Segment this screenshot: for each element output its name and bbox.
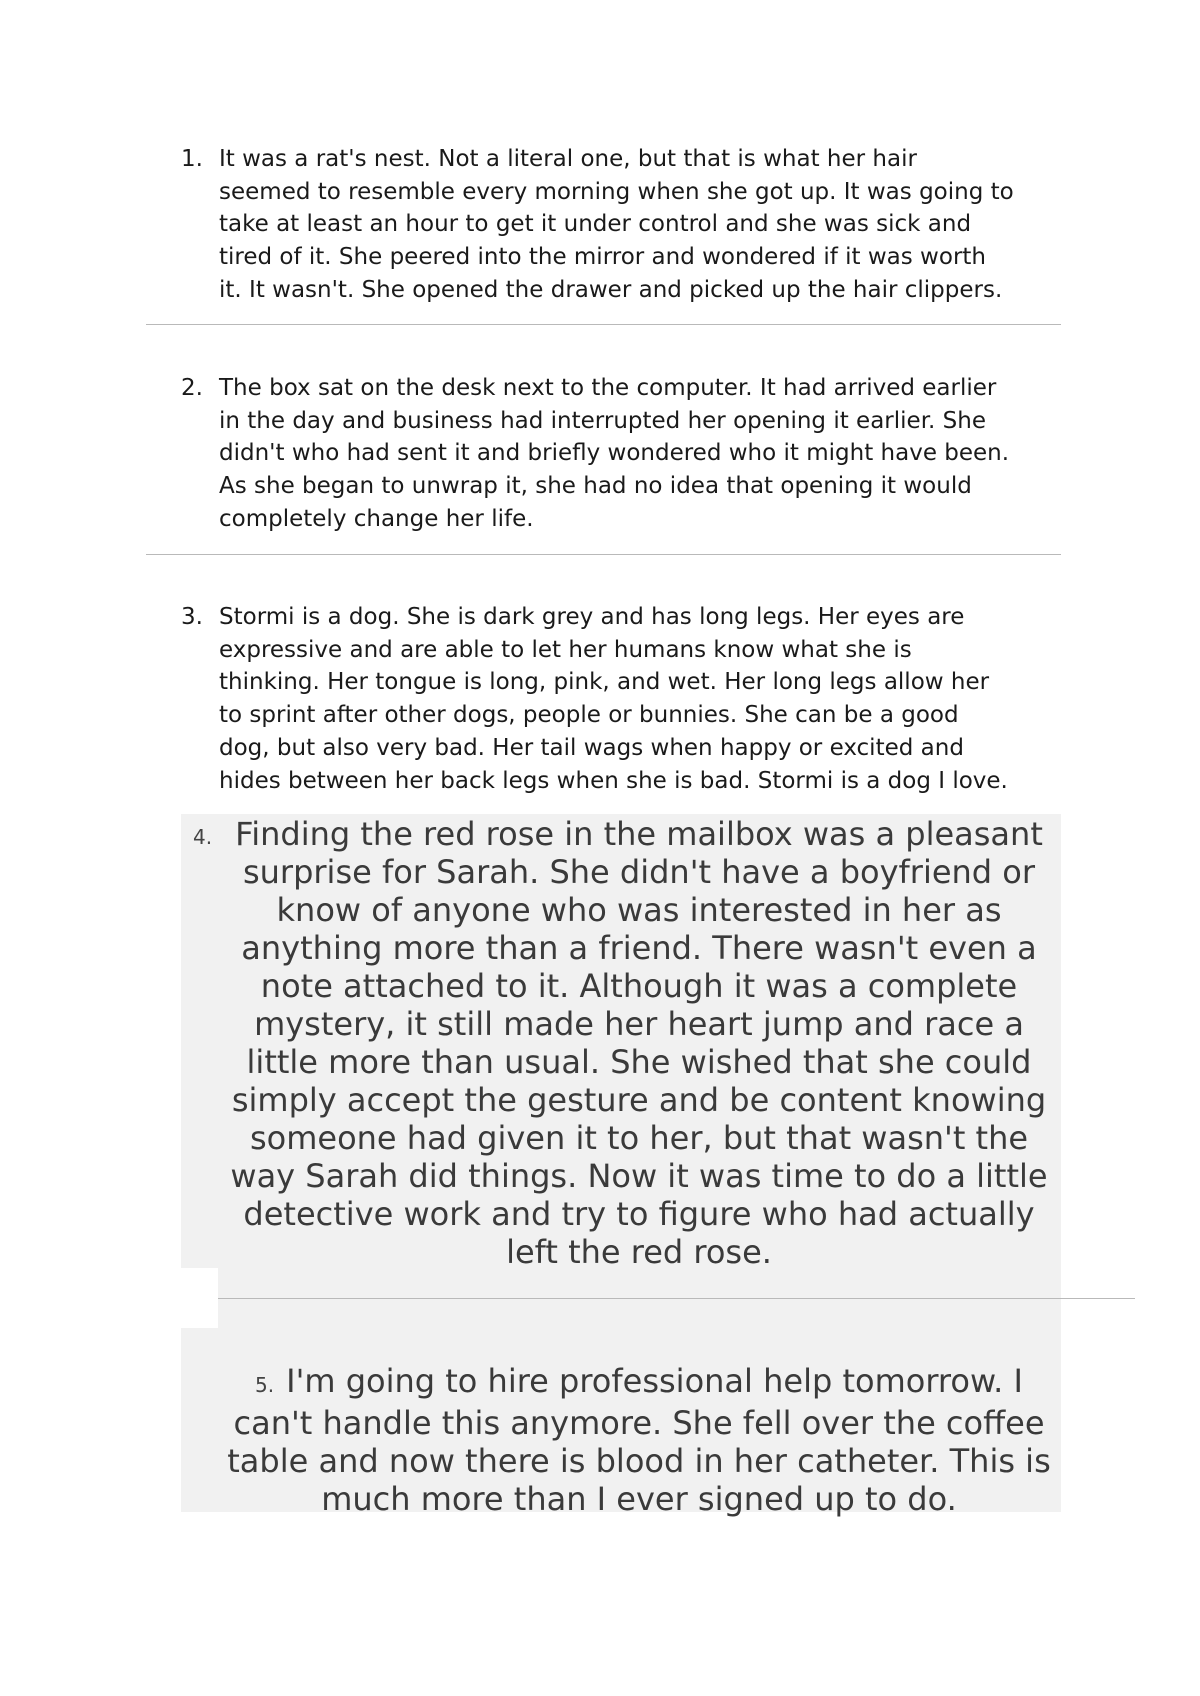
paragraph-line: left the red rose.	[506, 1233, 772, 1271]
paragraph-line: dog, but also very bad. Her tail wags when happy or excited and	[219, 734, 964, 761]
paragraph-1	[219, 143, 1014, 307]
paragraph-line: As she began to unwrap it, she had no idea that opening it would	[219, 473, 972, 500]
paragraph-line: in the day and business had interrupted her opening it earlier. She	[219, 407, 986, 434]
paragraph-line: to sprint after other dogs, people or bunnies. She can be a good	[219, 702, 959, 729]
paragraph-line	[214, 1362, 1064, 1404]
paragraph-line: completely change her life.	[219, 505, 534, 532]
list-number-2: 2.	[181, 375, 203, 401]
paragraph-line: didn't who had sent it and briefly wondered who it might have been.	[219, 440, 1010, 467]
paragraph-line: mystery, it still made her heart jump and race a	[254, 1005, 1024, 1043]
paragraph-line: it. It wasn't. She opened the drawer and picked up the hair clippers.	[219, 276, 1003, 303]
paragraph-line: The box sat on the desk next to the computer. It had arrived earlier	[219, 375, 997, 401]
list-number-3: 3.	[181, 604, 203, 630]
paragraph-line: someone had given it to her, but that wasn't the	[249, 1119, 1029, 1157]
list-number-5: 5.	[255, 1373, 275, 1397]
list-number-1: 1.	[181, 146, 203, 172]
paragraph-2	[219, 372, 1009, 536]
paragraph-line: know of anyone who was interested in her as	[276, 891, 1002, 929]
paragraph-line: way Sarah did things. Now it was time to do a little	[230, 1157, 1048, 1195]
paragraph-line: expressive and are able to let her humans know what she is	[219, 636, 912, 663]
horizontal-divider	[218, 1298, 1135, 1299]
paragraph-line: detective work and try to figure who had actually	[243, 1195, 1035, 1233]
paragraph-line: thinking. Her tongue is long, pink, and wet. Her long legs allow her	[219, 669, 990, 696]
paragraph-line: take at least an hour to get it under control and she was sick and	[219, 211, 972, 238]
horizontal-divider	[146, 554, 1061, 555]
paragraph-line-text: I'm going to hire professional help tomorrow. I	[286, 1362, 1023, 1400]
paragraph-line: surprise for Sarah. She didn't have a boyfriend or	[242, 853, 1036, 891]
list-number-4: 4.	[193, 825, 213, 849]
paragraph-line: seemed to resemble every morning when she got up. It was going to	[219, 178, 1014, 205]
paragraph-line: tired of it. She peered into the mirror and wondered if it was worth	[219, 244, 986, 271]
paragraph-line: anything more than a friend. There wasn't even a	[241, 929, 1037, 967]
paragraph-5	[214, 1362, 1064, 1518]
paragraph-line: Stormi is a dog. She is dark grey and has long legs. Her eyes are	[219, 604, 965, 630]
paragraph-4	[224, 815, 1054, 1271]
paragraph-line: note attached to it. Although it was a complete	[260, 967, 1018, 1005]
paragraph-line: little more than usual. She wished that she could	[246, 1043, 1032, 1081]
paragraph-line: It was a rat's nest. Not a literal one, but that is what her hair	[219, 146, 917, 172]
paragraph-line: Finding the red rose in the mailbox was a pleasant	[235, 815, 1043, 853]
paragraph-line: table and now there is blood in her catheter. This is	[227, 1442, 1051, 1480]
paragraph-line: simply accept the gesture and be content knowing	[231, 1081, 1047, 1119]
paragraph-3	[219, 601, 1008, 797]
horizontal-divider	[146, 324, 1061, 325]
paragraph-line: can't handle this anymore. She fell over the coffee	[233, 1404, 1045, 1442]
paragraph-line: hides between her back legs when she is bad. Stormi is a dog I love.	[219, 767, 1008, 794]
paragraph-line: much more than I ever signed up to do.	[321, 1480, 957, 1518]
